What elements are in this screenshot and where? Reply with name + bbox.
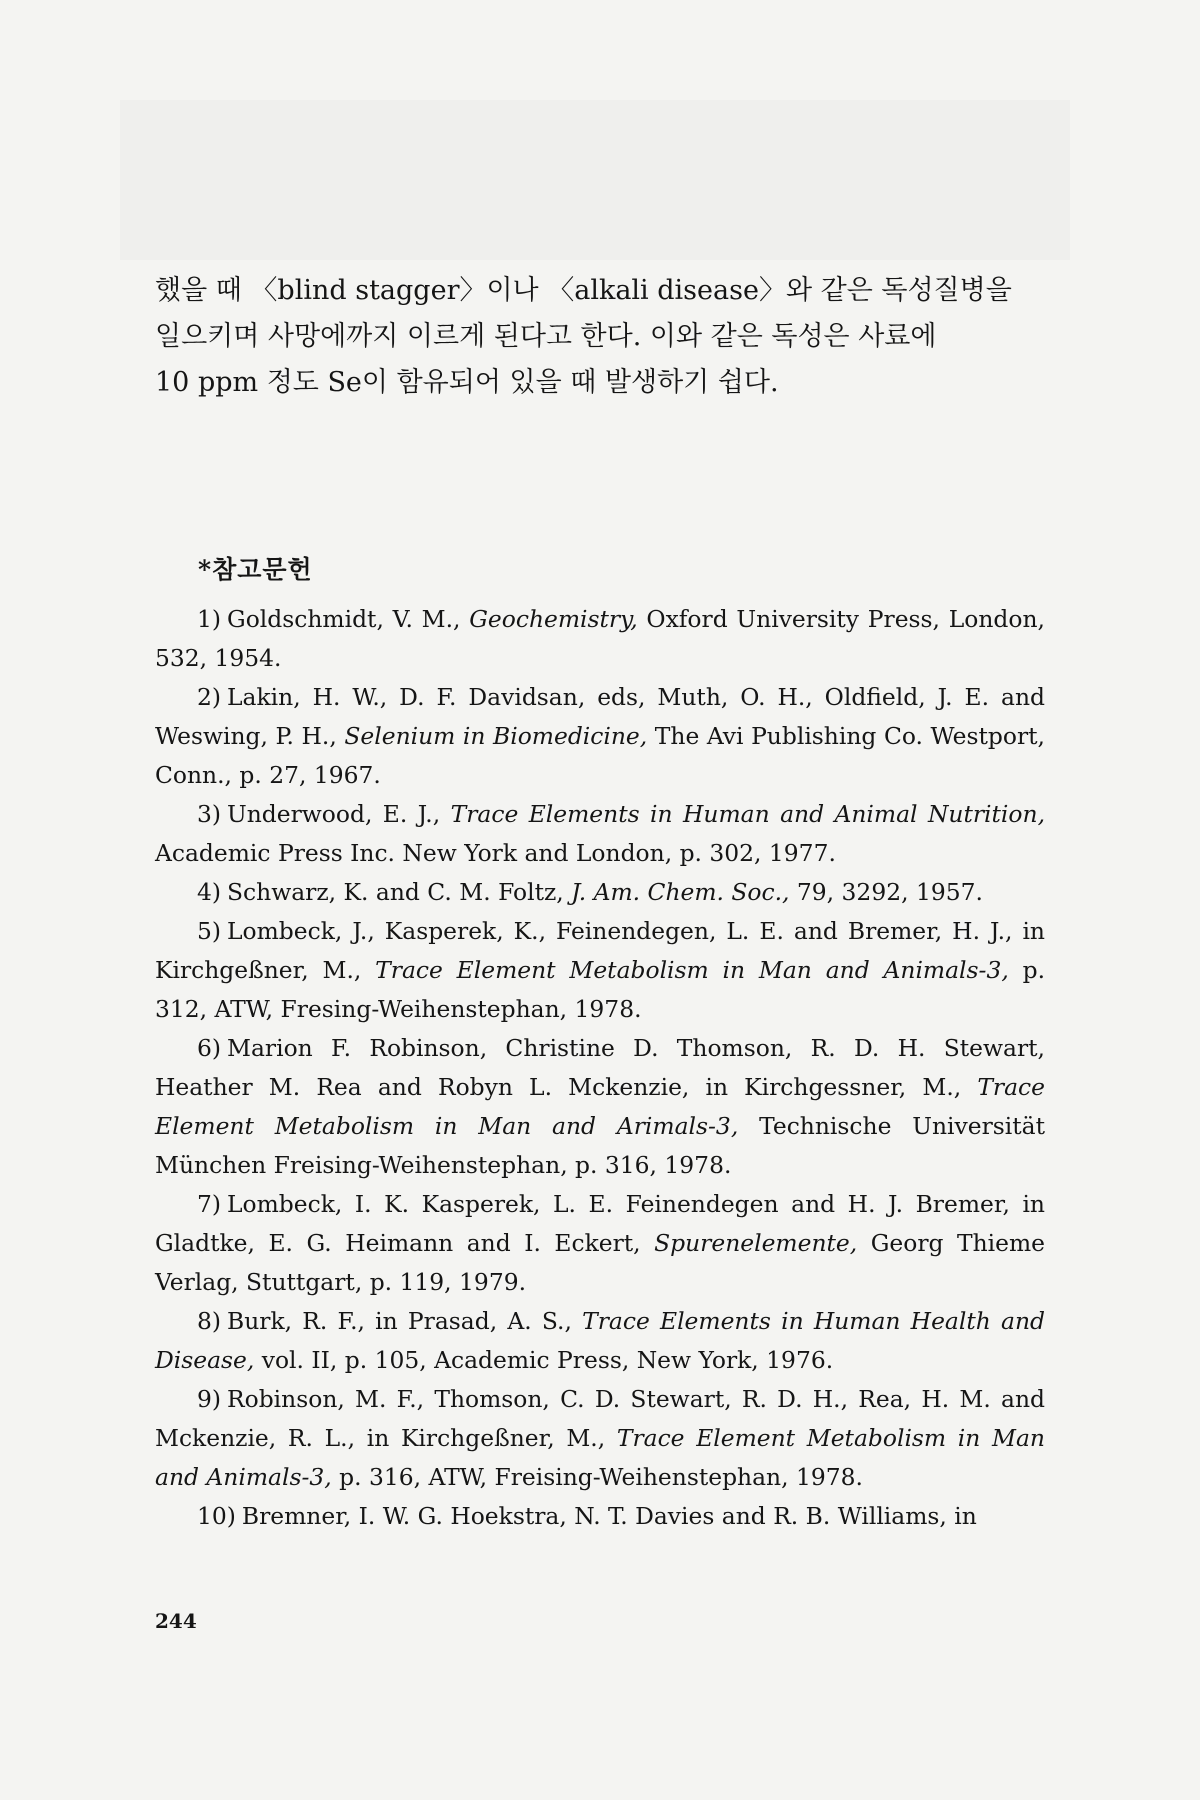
reference-title: Geochemistry, [469,605,638,633]
reference-text: Georg Thieme Verlag, Stuttgart, p. 119, 1979. [155,1229,1045,1296]
reference-text: vol. II, p. 105, Academic Press, New York, 1976. [254,1346,834,1374]
reference-number: 4) [197,878,222,906]
reference-text: p. 316, ATW, Freising-Weihenstephan, 1978. [331,1463,863,1491]
reference-text: Burk, R. F., in Prasad, A. S., [227,1307,583,1335]
reference-title: Selenium in Biomedicine, [344,722,648,750]
reference-text: Goldschmidt, V. M., [227,605,470,633]
reference-number: 6) [197,1034,222,1062]
reference-title: Trace Elements in Human and Animal Nutrition, [450,800,1045,828]
reference-title: Spurenelemente, [654,1229,858,1257]
reference-title: Trace Elements in Human Health and Disease, [155,1307,1045,1374]
reference-text: Bremner, I. W. G. Hoekstra, N. T. Davies and R. B. Williams, in [241,1502,977,1530]
intro-line: 일으키며 사망에까지 이르게 된다고 한다. 이와 같은 독성은 사료에 [155,321,937,352]
reference-number: 5) [197,917,222,945]
reference-entry [155,1302,1045,1380]
reference-text: Lombeck, I. K. Kasperek, L. E. Feinendegen and H. J. Bremer, in Gladtke, E. G. Heimann and I. Eckert, [155,1190,1045,1257]
reference-title: Trace Element Metabolism in Man and Animals-3, [155,1424,1045,1491]
reference-text: Academic Press Inc. New York and London, p. 302, 1977. [155,839,836,867]
reference-text: Oxford University Press, London, 532, 1954. [155,605,1045,672]
reference-text: Lakin, H. W., D. F. Davidsan, eds, Muth, O. H., Oldfield, J. E. and Weswing, P. H., [155,683,1045,750]
reference-entry [155,1185,1045,1302]
reference-title: Trace Element Metabolism in Man and Arimals-3, [155,1073,1045,1140]
reference-entry [155,1380,1045,1497]
references-heading: *참고문헌 [198,555,313,584]
reference-number: 9) [197,1385,222,1413]
reference-text: Schwarz, K. and C. M. Foltz, [227,878,572,906]
intro-line: 10 ppm 정도 Se이 함유되어 있을 때 발생하기 쉽다. [155,367,779,398]
reference-number: 2) [197,683,222,711]
reference-entry [155,795,1045,873]
reference-text: 79, 3292, 1957. [789,878,983,906]
reference-text: Technische Universität München Freising-Weihenstephan, p. 316, 1978. [155,1112,1045,1179]
reference-entry [155,873,1045,912]
reference-entry [155,1029,1045,1185]
scan-shadow [120,100,1070,260]
reference-text: The Avi Publishing Co. Westport, Conn., p. 27, 1967. [155,722,1045,789]
reference-text: p. 312, ATW, Fresing-Weihenstephan, 1978. [155,956,1046,1023]
page-number: 244 [155,1609,197,1633]
reference-number: 7) [197,1190,222,1218]
reference-entry [155,912,1045,1029]
reference-title: J. Am. Chem. Soc., [571,878,790,906]
reference-text: Marion F. Robinson, Christine D. Thomson, R. D. H. Stewart, Heather M. Rea and Robyn L. Mckenzie, in Kirchgessner, M., [155,1034,1045,1101]
references-list [155,600,1045,1536]
reference-entry [155,600,1045,678]
reference-text: Robinson, M. F., Thomson, C. D. Stewart, R. D. H., Rea, H. M. and Mckenzie, R. L., in Kirchgeßner, M., [155,1385,1045,1452]
reference-text: Underwood, E. J., [227,800,451,828]
reference-number: 3) [197,800,222,828]
reference-text: Lombeck, J., Kasperek, K., Feinendegen, L. E. and Bremer, H. J., in Kirchgeßner, M., [155,917,1045,984]
intro-paragraph [155,268,1040,406]
reference-number: 1) [197,605,222,633]
intro-line: 했을 때 〈blind stagger〉이나 〈alkali disease〉와 같은 독성질병을 [155,275,1012,306]
reference-title: Trace Element Metabolism in Man and Animals-3, [375,956,1009,984]
reference-entry [155,1497,1045,1536]
reference-entry [155,678,1045,795]
reference-number: 8) [197,1307,222,1335]
reference-number: 10) [197,1502,236,1530]
